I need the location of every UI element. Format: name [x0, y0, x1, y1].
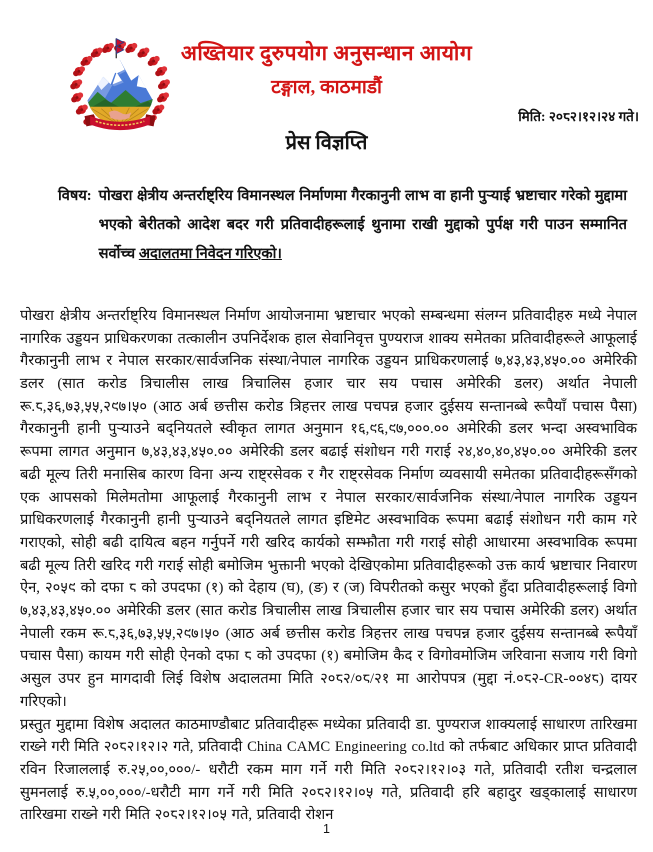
org-name: अख्तियार दुरुपयोग अनुसन्धान आयोग — [180, 41, 473, 65]
subject-main-text: पोखरा क्षेत्रीय अन्तर्राष्ट्रिय विमानस्थल निर्माणमा गैरकानुनी लाभ वा हानी पुऱ्याई भ्रष्टाचार गरेको मुद्दामा भएको बेरीतको आदेश बदर गरी प्रतिवादीहरूलाई थुनामा राखी मुद्दाको पुर्पक्ष गरी पाउन सम्मानित सर्वोच्च — [98, 188, 627, 263]
subject-label: विषय: — [58, 188, 92, 205]
page-number: 1 — [323, 822, 330, 836]
date-line: मिति: २०८२।१२।२४ गते। — [518, 109, 639, 125]
body-paragraph-1: पोखरा क्षेत्रीय अन्तर्राष्ट्रिय विमानस्थल निर्माण आयोजनामा भ्रष्टाचार भएको सम्बन्धमा संलग्न प्रतिवादीहरु मध्ये नेपाल नागरिक उड्डयन प्राधिकरणका तत्कालीन उपनिर्देशक हाल सेवानिवृत्त पुण्यराज शाक्य समेतका प्रतिवादीहरूले आफूलाई गैरकानुनी लाभ र नेपाल सरकार/सार्वजनिक संस्था/नेपाल नागरिक उड्डयन प्राधिकरणलाई ७,४३,४३,४५०.०० अमेरिकी डलर (सात करोड त्रिचालीस लाख त्रिचालिस हजार चार सय पचास अमेरिकी डलर) अर्थात नेपाली रू.८,३६,७३,५५,२९७।५० (आठ अर्ब छत्तीस करोड त्रिहत्तर लाख पचपन्न हजार दुईसय सन्तानब्बे रूपैयाँ पचास पैसा) गैरकानुनी हानी पुऱ्याउने बद्नियतले स्वीकृत लागत अनुमान १६,९६,९७,०००.०० अमेरिकी डलर भन्दा अस्वभाविक रूपमा लागत अनुमान ७,४३,४३,४५०.०० अमेरिकी डलर बढाई संशोधन गरी गराई २४,४०,४०,४५०.०० अमेरिकी डलर बढी मूल्य तिरी मनासिब कारण विना अन्य राष्ट्रसेवक र गैर राष्ट्रसेवक निर्माण व्यवसायी समेतका प्रतिवादीहरूसँगको एक आपसको मिलेमतोमा आफूलाई गैरकानुनी लाभ र नेपाल सरकार/सार्वजनिक संस्था/नेपाल नागरिक उड्डयन प्राधिकरणलाई गैरकानुनी हानी पुऱ्याउने बद्नियतले लागत इष्टिमेट अस्वभाविक रूपमा बढाई संशोधन गरी काम गरे गराएको, सोही बढी दायित्व बहन गर्नुपर्ने गरी खरिद कार्यको सम्झौता गरी गराई सोही आधारमा अस्वभाविक रूपमा बढी मूल्य तिरी खरिद गरी गराई सोही बमोजिम भुक्तानी भएको देखिएकोमा प्रतिवादीहरूको उक्त कार्य भ्रष्टाचार निवारण ऐन, २०५९ को दफा ८ को उपदफा (१) को देहाय (घ), (ङ) र (ज) विपरीतको कसुर भएको हुँदा प्रतिवादीहरूलाई विगो ७,४३,४३,४५०.०० अमेरिकी डलर (सात करोड त्रिचालीस लाख त्रिचालीस हजार चार सय पचास अमेरिकी डलर) अर्थात नेपाली रकम रू.८,३६,७३,५५,२९७।५० (आठ अर्ब छत्तीस करोड त्रिहत्तर लाख पचपन्न हजार दुईसय सन्तानब्बे रूपैयाँ पचास पैसा) कायम गरी सोही ऐनको दफा ८ को उपदफा (१) बमोजिम कैद र विगोवमोजिम जरिवाना सजाय गरी विगो असुल उपर हुन मागदावी लिई विशेष अदालतमा मिति २०८२/०८/२१ मा आरोपपत्र (मुद्दा नं.०८२-CR-००४८) दायर गरिएको। — [20, 307, 637, 710]
body-paragraph-2: प्रस्तुत मुद्दामा विशेष अदालत काठमाण्डौबाट प्रतिवादीहरू मध्येका प्रतिवादी डा. पुण्यराज शाक्यलाई साधारण तारिखमा राख्ने गरी मिति २०८२।१२।२ गते, प्रतिवादी China CAMC Engineering co.ltd को तर्फबाट अधिकार प्राप्त प्रतिवादी रविन रिजाललाई रु.२५,००,०००/- धरौटी रकम माग गर्ने गरी मिति २०८२।१२।०३ गते, प्रतिवादी रतीश चन्द्रलाल सुमनलाई रु.५,००,०००/-धरौटी माग गर्ने गरी मिति २०८२।१२।०५ गते, प्रतिवादी हरि बहादुर खड्कालाई साधारण तारिखमा राख्ने गरी मिति २०८२।१२।०५ गते, प्रतिवादी रोशन — [20, 716, 637, 824]
subject-block — [58, 182, 627, 269]
document-body — [20, 305, 637, 827]
subject-text — [99, 182, 627, 269]
ciaa-emblem-icon — [64, 34, 176, 146]
ciaa-emblem-logo — [64, 34, 176, 146]
press-release-title: प्रेस विज्ञप्ति — [285, 132, 368, 155]
org-location: टङ्गाल, काठमाडौं — [271, 77, 382, 99]
subject-underlined-text: अदालतमा निवेदन गरिएको। — [138, 246, 282, 263]
